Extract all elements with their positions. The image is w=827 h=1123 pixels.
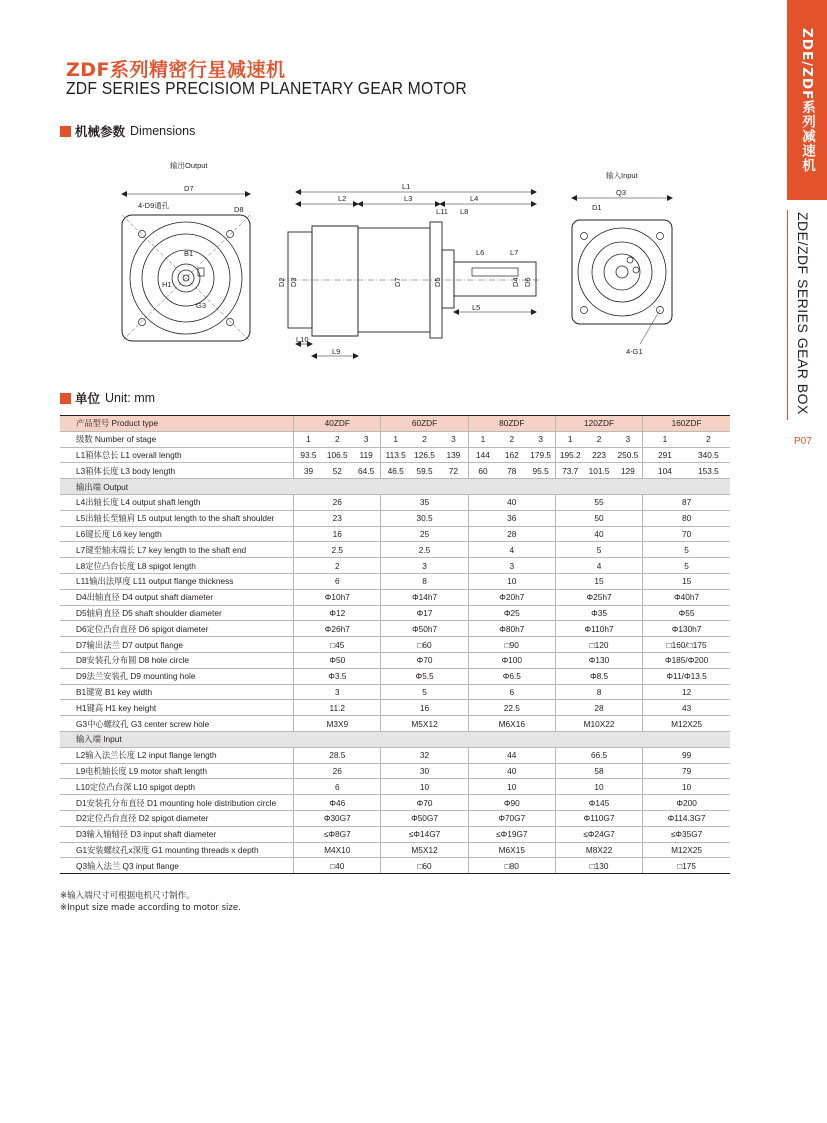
table-cell: 64.5 bbox=[352, 463, 381, 479]
table-section-row bbox=[60, 731, 730, 747]
table-cell: 40 bbox=[468, 763, 555, 779]
table-cell: M4X10 bbox=[294, 842, 381, 858]
label-d6: D6 bbox=[523, 277, 532, 287]
table-cell: 2 bbox=[585, 431, 614, 447]
label-g3: G3 bbox=[196, 301, 207, 310]
table-row bbox=[60, 605, 730, 621]
table-cell: 291 bbox=[643, 447, 687, 463]
table-cell: 12 bbox=[643, 684, 730, 700]
table-cell: 78 bbox=[497, 463, 526, 479]
table-row bbox=[60, 431, 730, 447]
table-cell: 2 bbox=[687, 431, 730, 447]
table-cell: 3 bbox=[381, 558, 468, 574]
table-cell: 106.5 bbox=[323, 447, 352, 463]
table-cell: M5X12 bbox=[381, 716, 468, 732]
table-cell: □90 bbox=[468, 637, 555, 653]
label-b1: B1 bbox=[184, 249, 194, 258]
table-cell: 223 bbox=[585, 447, 614, 463]
table-cell: 153.5 bbox=[687, 463, 730, 479]
table-cell: 93.5 bbox=[294, 447, 323, 463]
table-row bbox=[60, 668, 730, 684]
row-label: L2输入法兰长度 L2 input flange length bbox=[60, 747, 294, 763]
row-label: L10定位凸台深 L10 spigot depth bbox=[60, 779, 294, 795]
table-cell: 3 bbox=[614, 431, 643, 447]
section-unit-heading bbox=[60, 389, 155, 407]
table-cell: 8 bbox=[555, 684, 642, 700]
page-number: P07 bbox=[794, 436, 812, 447]
table-row bbox=[60, 858, 730, 874]
table-cell: M3X9 bbox=[294, 716, 381, 732]
table-cell: 144 bbox=[468, 447, 497, 463]
table-cell: 5 bbox=[643, 558, 730, 574]
table-cell: 10 bbox=[555, 779, 642, 795]
table-cell: 126.5 bbox=[410, 447, 439, 463]
row-label: H1键高 H1 key height bbox=[60, 700, 294, 716]
table-row bbox=[60, 494, 730, 510]
table-cell: 104 bbox=[643, 463, 687, 479]
table-header-group: 120ZDF bbox=[555, 416, 642, 432]
table-row bbox=[60, 684, 730, 700]
label-l9: L9 bbox=[332, 347, 341, 356]
table-cell: 35 bbox=[381, 494, 468, 510]
table-cell: □175 bbox=[643, 858, 730, 874]
table-cell: 43 bbox=[643, 700, 730, 716]
row-label: D2定位凸台直径 D2 spigot diameter bbox=[60, 810, 294, 826]
table-cell: Φ100 bbox=[468, 652, 555, 668]
table-row bbox=[60, 542, 730, 558]
table-cell: Φ114.3G7 bbox=[643, 810, 730, 826]
row-label: D5轴肩直径 D5 shaft shoulder diameter bbox=[60, 605, 294, 621]
table-cell: 10 bbox=[468, 779, 555, 795]
page-title-cn: ZDF系列精密行星减速机 bbox=[66, 59, 286, 81]
table-cell: Φ12 bbox=[294, 605, 381, 621]
table-cell: M12X25 bbox=[643, 716, 730, 732]
table-cell: 26 bbox=[294, 494, 381, 510]
table-cell: 250.5 bbox=[614, 447, 643, 463]
table-cell: 52 bbox=[323, 463, 352, 479]
table-cell: 28 bbox=[555, 700, 642, 716]
input-view-label: 输入Input bbox=[606, 171, 638, 180]
label-l8: L8 bbox=[460, 207, 469, 216]
table-header-group: 160ZDF bbox=[643, 416, 730, 432]
table-cell: Φ3.5 bbox=[294, 668, 381, 684]
label-d7-side: D7 bbox=[393, 277, 402, 287]
table-row bbox=[60, 621, 730, 637]
table-cell: Φ70 bbox=[381, 652, 468, 668]
table-cell: 2 bbox=[410, 431, 439, 447]
table-cell: 72 bbox=[439, 463, 468, 479]
table-row bbox=[60, 526, 730, 542]
row-label: L7键至轴末端长 L7 key length to the shaft end bbox=[60, 542, 294, 558]
table-cell: Φ90 bbox=[468, 795, 555, 811]
row-label: D3输入轴轴径 D3 input shaft diameter bbox=[60, 826, 294, 842]
table-row bbox=[60, 810, 730, 826]
table-cell: Φ130 bbox=[555, 652, 642, 668]
table-cell: 50 bbox=[555, 510, 642, 526]
table-cell: 99 bbox=[643, 747, 730, 763]
row-label: L1箱体总长 L1 overall length bbox=[60, 447, 294, 463]
table-cell: Φ200 bbox=[643, 795, 730, 811]
note-en: ※Input size made according to motor size. bbox=[60, 903, 241, 913]
table-cell: 179.5 bbox=[526, 447, 555, 463]
label-h1: H1 bbox=[162, 280, 172, 289]
table-row bbox=[60, 463, 730, 479]
table-cell: 28.5 bbox=[294, 747, 381, 763]
table-cell: 39 bbox=[294, 463, 323, 479]
label-d9: 4-D9通孔 bbox=[138, 201, 170, 210]
table-cell: 3 bbox=[468, 558, 555, 574]
label-l5: L5 bbox=[472, 303, 481, 312]
table-cell: 26 bbox=[294, 763, 381, 779]
label-d5: D5 bbox=[433, 277, 442, 287]
table-cell: 5 bbox=[555, 542, 642, 558]
row-label: L8定位凸台长度 L8 spigot length bbox=[60, 558, 294, 574]
table-cell: □80 bbox=[468, 858, 555, 874]
section-dimensions-heading bbox=[60, 122, 195, 140]
section-dimensions-cn: 机械参数 bbox=[75, 124, 126, 139]
row-label: D6定位凸台直径 D6 spigot diameter bbox=[60, 621, 294, 637]
table-cell: ≤Φ35G7 bbox=[643, 826, 730, 842]
table-cell: ≤Φ24G7 bbox=[555, 826, 642, 842]
table-cell: □60 bbox=[381, 858, 468, 874]
table-row bbox=[60, 747, 730, 763]
label-d7: D7 bbox=[184, 184, 194, 193]
table-cell: M5X12 bbox=[381, 842, 468, 858]
table-cell: ≤Φ19G7 bbox=[468, 826, 555, 842]
table-cell: Φ25h7 bbox=[555, 589, 642, 605]
table-cell: 44 bbox=[468, 747, 555, 763]
table-cell: M12X25 bbox=[643, 842, 730, 858]
section-unit-en: Unit: mm bbox=[105, 391, 156, 405]
table-cell: 25 bbox=[381, 526, 468, 542]
table-cell: 5 bbox=[643, 542, 730, 558]
table-cell: M10X22 bbox=[555, 716, 642, 732]
table-cell: Φ10h7 bbox=[294, 589, 381, 605]
table-cell: Φ25 bbox=[468, 605, 555, 621]
table-cell: 59.5 bbox=[410, 463, 439, 479]
row-label: D1安装孔分布直径 D1 mounting hole distribution circle bbox=[60, 795, 294, 811]
square-bullet-icon bbox=[60, 393, 71, 404]
table-header-group: 40ZDF bbox=[294, 416, 381, 432]
table-cell: 15 bbox=[555, 573, 642, 589]
table-cell: 139 bbox=[439, 447, 468, 463]
table-cell: 3 bbox=[352, 431, 381, 447]
note-cn: ※输入端尺寸可根据电机尺寸制作。 bbox=[60, 891, 195, 901]
section-input-title: 输入端 Input bbox=[60, 731, 730, 747]
label-l7: L7 bbox=[510, 248, 519, 257]
label-d3: D3 bbox=[289, 277, 298, 287]
label-d2: D2 bbox=[277, 277, 286, 287]
table-cell: 15 bbox=[643, 573, 730, 589]
table-header-row bbox=[60, 416, 730, 432]
table-cell: 16 bbox=[381, 700, 468, 716]
table-cell: 6 bbox=[294, 779, 381, 795]
label-d1: D1 bbox=[592, 203, 602, 212]
table-row bbox=[60, 795, 730, 811]
table-header-group: 60ZDF bbox=[381, 416, 468, 432]
table-cell: 6 bbox=[294, 573, 381, 589]
section-output-title: 输出端 Output bbox=[60, 479, 730, 495]
table-cell: Φ50 bbox=[294, 652, 381, 668]
row-label: 级数 Number of stage bbox=[60, 431, 294, 447]
row-label: D4出轴直径 D4 output shaft diameter bbox=[60, 589, 294, 605]
table-cell: 2.5 bbox=[381, 542, 468, 558]
section-unit-cn: 单位 bbox=[75, 391, 101, 406]
label-l10: L10 bbox=[296, 335, 309, 344]
table-cell: 30 bbox=[381, 763, 468, 779]
table-cell: 28 bbox=[468, 526, 555, 542]
sidebar-series-cn: ZDE/ZDF系列减速机 bbox=[799, 28, 815, 173]
table-row bbox=[60, 558, 730, 574]
table-cell: 101.5 bbox=[585, 463, 614, 479]
table-cell: □120 bbox=[555, 637, 642, 653]
table-cell: 119 bbox=[352, 447, 381, 463]
spec-table bbox=[60, 415, 730, 874]
table-cell: 79 bbox=[643, 763, 730, 779]
page-title-en: ZDF SERIES PRECISIOM PLANETARY GEAR MOTOR bbox=[66, 78, 467, 98]
label-q3: Q3 bbox=[616, 188, 627, 197]
sidebar-series-en: ZDE/ZDF SERIES GEAR BOX bbox=[795, 212, 811, 415]
label-l1: L1 bbox=[402, 182, 411, 191]
table-row bbox=[60, 763, 730, 779]
table-cell: 58 bbox=[555, 763, 642, 779]
table-cell: □40 bbox=[294, 858, 381, 874]
table-cell: 129 bbox=[614, 463, 643, 479]
table-cell: 70 bbox=[643, 526, 730, 542]
table-cell: Φ55 bbox=[643, 605, 730, 621]
table-row bbox=[60, 573, 730, 589]
table-row bbox=[60, 589, 730, 605]
table-cell: 1 bbox=[468, 431, 497, 447]
table-cell: 80 bbox=[643, 510, 730, 526]
table-cell: 16 bbox=[294, 526, 381, 542]
table-row bbox=[60, 652, 730, 668]
table-cell: 10 bbox=[643, 779, 730, 795]
row-label: G3中心螺纹孔 G3 center screw hole bbox=[60, 716, 294, 732]
sidebar-divider bbox=[787, 210, 788, 420]
row-label: L6键长度 L6 key length bbox=[60, 526, 294, 542]
table-row bbox=[60, 447, 730, 463]
section-dimensions-en: Dimensions bbox=[130, 124, 196, 138]
table-cell: 10 bbox=[468, 573, 555, 589]
table-row bbox=[60, 637, 730, 653]
table-cell: Φ40h7 bbox=[643, 589, 730, 605]
row-label: L9电机轴长度 L9 motor shaft length bbox=[60, 763, 294, 779]
label-l3: L3 bbox=[404, 194, 413, 203]
table-cell: 1 bbox=[555, 431, 584, 447]
table-cell: 95.5 bbox=[526, 463, 555, 479]
table-cell: Φ110h7 bbox=[555, 621, 642, 637]
table-cell: 23 bbox=[294, 510, 381, 526]
label-d8: D8 bbox=[234, 205, 244, 214]
table-cell: 2 bbox=[294, 558, 381, 574]
row-label: D8安装孔分布圆 D8 hole circle bbox=[60, 652, 294, 668]
table-cell: M6X16 bbox=[468, 716, 555, 732]
label-l4: L4 bbox=[470, 194, 479, 203]
table-cell: Φ70G7 bbox=[468, 810, 555, 826]
table-cell: Φ50G7 bbox=[381, 810, 468, 826]
table-header-label: 产品型号 Product type bbox=[60, 416, 294, 432]
table-cell: Φ26h7 bbox=[294, 621, 381, 637]
label-g1: 4-G1 bbox=[626, 347, 643, 356]
table-cell: 32 bbox=[381, 747, 468, 763]
table-cell: 30.5 bbox=[381, 510, 468, 526]
table-cell: 1 bbox=[381, 431, 410, 447]
table-cell: □45 bbox=[294, 637, 381, 653]
row-label: L3箱体长度 L3 body length bbox=[60, 463, 294, 479]
table-cell: 1 bbox=[643, 431, 687, 447]
label-l11: L11 bbox=[436, 207, 448, 216]
table-cell: 73.7 bbox=[555, 463, 584, 479]
table-cell: M6X15 bbox=[468, 842, 555, 858]
table-cell: Φ70 bbox=[381, 795, 468, 811]
table-cell: Φ145 bbox=[555, 795, 642, 811]
table-cell: 22.5 bbox=[468, 700, 555, 716]
table-cell: 2.5 bbox=[294, 542, 381, 558]
table-row bbox=[60, 842, 730, 858]
table-cell: Φ6.5 bbox=[468, 668, 555, 684]
table-cell: 2 bbox=[497, 431, 526, 447]
table-cell: Φ5.5 bbox=[381, 668, 468, 684]
table-cell: 3 bbox=[439, 431, 468, 447]
table-cell: 36 bbox=[468, 510, 555, 526]
table-cell: 46.5 bbox=[381, 463, 410, 479]
table-cell: Φ35 bbox=[555, 605, 642, 621]
table-cell: Φ8.5 bbox=[555, 668, 642, 684]
row-label: L5出轴长至轴肩 L5 output length to the shaft shoulder bbox=[60, 510, 294, 526]
table-cell: 6 bbox=[468, 684, 555, 700]
table-cell: 10 bbox=[381, 779, 468, 795]
table-cell: □60 bbox=[381, 637, 468, 653]
square-bullet-icon bbox=[60, 126, 71, 137]
table-cell: 3 bbox=[294, 684, 381, 700]
table-cell: Φ14h7 bbox=[381, 589, 468, 605]
table-row bbox=[60, 779, 730, 795]
label-d4: D4 bbox=[511, 277, 520, 287]
table-cell: Φ17 bbox=[381, 605, 468, 621]
table-cell: Φ130h7 bbox=[643, 621, 730, 637]
table-cell: 66.5 bbox=[555, 747, 642, 763]
row-label: D9法兰安装孔 D9 mounting hole bbox=[60, 668, 294, 684]
table-cell: M8X22 bbox=[555, 842, 642, 858]
table-section-row bbox=[60, 479, 730, 495]
table-cell: 3 bbox=[526, 431, 555, 447]
table-cell: Φ50h7 bbox=[381, 621, 468, 637]
row-label: G1安装螺纹孔x深度 G1 mounting threads x depth bbox=[60, 842, 294, 858]
row-label: L4出轴长度 L4 output shaft length bbox=[60, 494, 294, 510]
table-row bbox=[60, 510, 730, 526]
label-l6: L6 bbox=[476, 248, 485, 257]
table-cell: Φ80h7 bbox=[468, 621, 555, 637]
table-cell: 55 bbox=[555, 494, 642, 510]
table-row bbox=[60, 826, 730, 842]
table-cell: 4 bbox=[468, 542, 555, 558]
table-cell: 40 bbox=[555, 526, 642, 542]
table-cell: 4 bbox=[555, 558, 642, 574]
table-cell: 195.2 bbox=[555, 447, 584, 463]
table-cell: ≤Φ14G7 bbox=[381, 826, 468, 842]
table-row bbox=[60, 700, 730, 716]
table-cell: 113.5 bbox=[381, 447, 410, 463]
table-cell: Φ46 bbox=[294, 795, 381, 811]
sidebar-series-tab bbox=[787, 0, 827, 200]
row-label: D7输出法兰 D7 output flange bbox=[60, 637, 294, 653]
row-label: B1键宽 B1 key width bbox=[60, 684, 294, 700]
table-cell: 40 bbox=[468, 494, 555, 510]
table-cell: □160/□175 bbox=[643, 637, 730, 653]
row-label: L11输出法厚度 L11 output flange thickness bbox=[60, 573, 294, 589]
table-row bbox=[60, 716, 730, 732]
table-cell: 60 bbox=[468, 463, 497, 479]
table-cell: 11.2 bbox=[294, 700, 381, 716]
output-view-label: 输出Output bbox=[170, 161, 208, 170]
table-cell: Φ11/Φ13.5 bbox=[643, 668, 730, 684]
table-cell: ≤Φ8G7 bbox=[294, 826, 381, 842]
table-cell: Φ20h7 bbox=[468, 589, 555, 605]
table-cell: □130 bbox=[555, 858, 642, 874]
table-cell: Φ110G7 bbox=[555, 810, 642, 826]
table-cell: 162 bbox=[497, 447, 526, 463]
table-cell: Φ30G7 bbox=[294, 810, 381, 826]
table-cell: 87 bbox=[643, 494, 730, 510]
label-l2: L2 bbox=[338, 194, 347, 203]
table-cell: 8 bbox=[381, 573, 468, 589]
table-cell: Φ185/Φ200 bbox=[643, 652, 730, 668]
table-cell: 2 bbox=[323, 431, 352, 447]
table-cell: 5 bbox=[381, 684, 468, 700]
table-header-group: 80ZDF bbox=[468, 416, 555, 432]
table-cell: 1 bbox=[294, 431, 323, 447]
table-cell: 340.5 bbox=[687, 447, 730, 463]
dimension-drawing bbox=[100, 152, 700, 367]
row-label: Q3输入法兰 Q3 input flange bbox=[60, 858, 294, 874]
